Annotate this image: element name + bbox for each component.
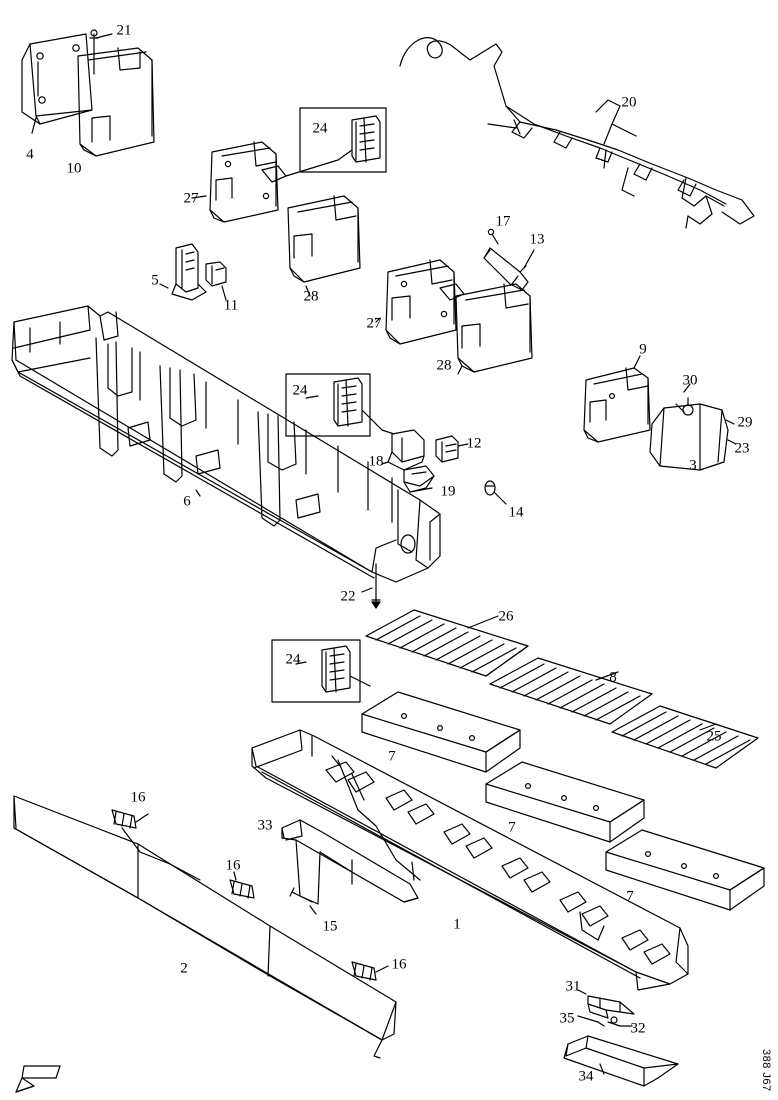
- callout-28-lower: 28: [436, 357, 452, 374]
- callout-31: 31: [565, 978, 581, 995]
- callout-5: 5: [151, 272, 159, 289]
- callout-17: 17: [495, 213, 511, 230]
- callout-14: 14: [508, 504, 524, 521]
- part-1-rail-assembly: [252, 730, 688, 990]
- callout-2: 2: [180, 960, 188, 977]
- callout-4: 4: [26, 146, 34, 163]
- part-31-bracket: [578, 990, 634, 1018]
- part-7-rail-a: [362, 692, 520, 772]
- callout-32: 32: [630, 1020, 646, 1037]
- part-10-panel: [78, 48, 154, 156]
- part-28-panel-lower: [456, 284, 532, 374]
- callout-20: 20: [621, 94, 637, 111]
- part-28-panel-upper: [288, 196, 360, 296]
- part-22-fastener: [362, 564, 380, 608]
- part-20-wiring-harness: [400, 38, 754, 228]
- callout-7-a: 7: [388, 748, 396, 765]
- callout-35: 35: [559, 1010, 575, 1027]
- callout-34: 34: [578, 1068, 594, 1085]
- part-14-grommet: [485, 481, 506, 504]
- callout-10: 10: [66, 160, 82, 177]
- callout-11: 11: [223, 297, 239, 314]
- part-17-fastener: [488, 229, 498, 244]
- part-4-panel: [22, 34, 92, 133]
- callout-24-upper: 24: [312, 120, 328, 137]
- part-2-panel: [14, 796, 396, 1058]
- callout-33: 33: [257, 817, 273, 834]
- callout-24-middle: 24: [292, 382, 308, 399]
- part-11-fastener: [206, 262, 226, 300]
- callout-30: 30: [682, 372, 698, 389]
- part-19-clip: [404, 466, 434, 492]
- callout-1: 1: [453, 916, 461, 933]
- part-16-clip-c: [352, 962, 388, 980]
- part-32-fastener: [608, 1017, 632, 1026]
- part-27-panel-upper: [192, 142, 338, 222]
- callout-13: 13: [529, 231, 545, 248]
- part-24-box-lower: [272, 640, 370, 702]
- part-9-panel: [584, 356, 650, 442]
- sheet-code: 388 J67: [760, 1049, 772, 1092]
- callout-21: 21: [116, 22, 132, 39]
- callout-3: 3: [689, 457, 697, 474]
- callout-27-upper: 27: [183, 190, 199, 207]
- callout-16-a: 16: [130, 789, 146, 806]
- callout-16-c: 16: [391, 956, 407, 973]
- callout-12: 12: [466, 435, 482, 452]
- part-35-fastener: [578, 1016, 604, 1026]
- part-27-panel-lower: [376, 260, 464, 344]
- part-13-rod: [484, 248, 534, 290]
- part-16-clip-b: [230, 872, 254, 898]
- callout-7-b: 7: [508, 819, 516, 836]
- callout-7-c: 7: [626, 888, 634, 905]
- view-direction-arrow: [16, 1066, 60, 1092]
- callout-18: 18: [368, 453, 384, 470]
- part-16-clip-a: [112, 810, 148, 828]
- part-12-clip: [436, 436, 468, 462]
- callout-8: 8: [609, 669, 617, 686]
- part-8-deck-plate: [490, 658, 652, 724]
- callout-22: 22: [340, 588, 356, 605]
- callout-24-lower: 24: [285, 651, 301, 668]
- part-25-deck-plate: [612, 706, 758, 768]
- callout-6: 6: [183, 493, 191, 510]
- callout-28-upper: 28: [303, 288, 319, 305]
- part-6-frame: [12, 306, 440, 582]
- part-18-clip: [382, 430, 424, 470]
- callout-25: 25: [706, 728, 722, 745]
- callout-16-b: 16: [225, 857, 241, 874]
- part-2-cable: [122, 828, 200, 880]
- part-24-box-upper: [300, 108, 386, 172]
- callout-23: 23: [734, 440, 750, 457]
- callout-29: 29: [737, 414, 753, 431]
- callout-19: 19: [440, 483, 456, 500]
- part-5-bracket: [160, 244, 206, 300]
- callout-26: 26: [498, 608, 514, 625]
- callout-15: 15: [322, 918, 338, 935]
- callout-9: 9: [639, 341, 647, 358]
- part-30-fastener: [676, 384, 693, 415]
- callout-27-lower: 27: [366, 315, 382, 332]
